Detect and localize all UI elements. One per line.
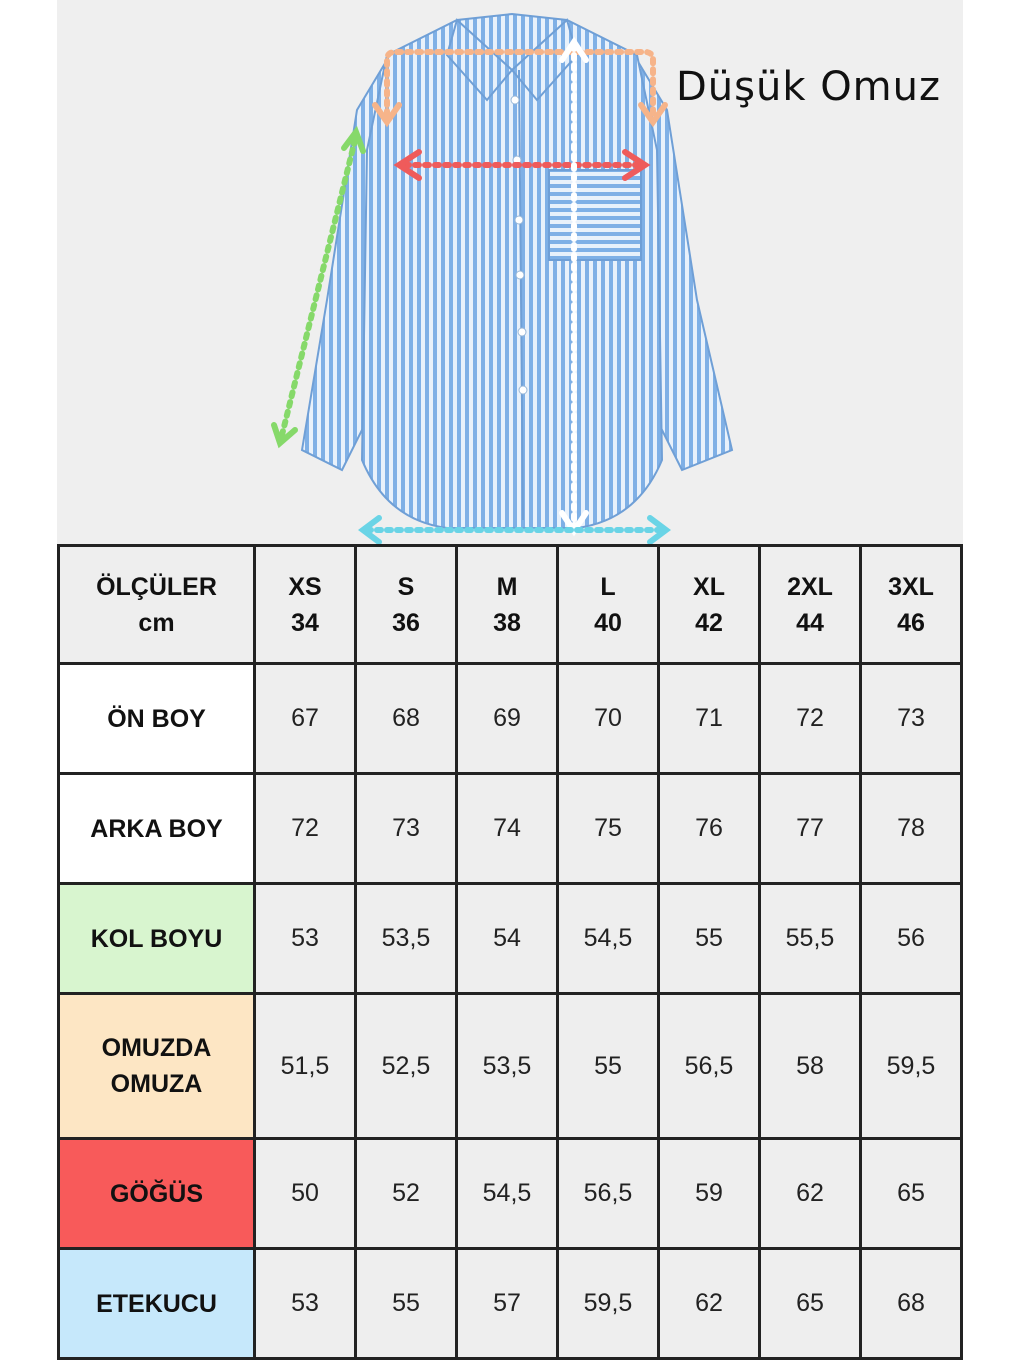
measurement-label: KOL BOYU <box>90 924 223 953</box>
measurement-label: ETEKUCU <box>96 1289 217 1318</box>
shoulder-style-caption: Düşük Omuz <box>675 64 941 110</box>
shirt-pocket <box>549 170 641 260</box>
measurement-value: 52,5 <box>356 994 457 1139</box>
measurement-value: 59 <box>659 1139 760 1249</box>
measurement-row <box>59 1249 962 1359</box>
measurement-value: 73 <box>861 664 962 774</box>
size-header-cell <box>861 546 962 664</box>
measurement-value: 70 <box>558 664 659 774</box>
measurement-value: 62 <box>659 1249 760 1359</box>
measurement-value: 57 <box>457 1249 558 1359</box>
measurement-value: 59,5 <box>558 1249 659 1359</box>
size-name: M <box>496 572 518 601</box>
measurement-value: 53 <box>255 1249 356 1359</box>
size-number: 46 <box>897 608 925 637</box>
measurement-value: 69 <box>457 664 558 774</box>
measurement-value: 53 <box>255 884 356 994</box>
size-number: 42 <box>695 608 723 637</box>
measurement-value: 54,5 <box>558 884 659 994</box>
measurement-value: 71 <box>659 664 760 774</box>
measurement-row <box>59 994 962 1139</box>
header-label: ÖLÇÜLER <box>96 572 217 601</box>
measurement-value: 53,5 <box>356 884 457 994</box>
measurement-value: 55 <box>356 1249 457 1359</box>
header-unit: cm <box>138 608 175 637</box>
measurement-value: 78 <box>861 774 962 884</box>
measurement-value: 50 <box>255 1139 356 1249</box>
measurement-value: 74 <box>457 774 558 884</box>
size-header-cell <box>558 546 659 664</box>
measurement-value: 76 <box>659 774 760 884</box>
measurement-value: 54 <box>457 884 558 994</box>
measurement-value: 62 <box>760 1139 861 1249</box>
size-name: L <box>600 572 616 601</box>
measurement-label: OMUZDA <box>101 1034 212 1062</box>
product-image-area <box>57 0 963 545</box>
shirt-body <box>362 14 662 528</box>
measurement-value: 56,5 <box>558 1139 659 1249</box>
measurement-value: 55,5 <box>760 884 861 994</box>
size-number: 38 <box>493 608 521 637</box>
measurement-value: 72 <box>760 664 861 774</box>
measurement-label: GÖĞÜS <box>109 1179 204 1208</box>
measurement-value: 73 <box>356 774 457 884</box>
measurement-value: 77 <box>760 774 861 884</box>
header-label-cell <box>59 546 255 664</box>
measurement-value: 68 <box>861 1249 962 1359</box>
measurement-row <box>59 664 962 774</box>
measurement-label-cell <box>59 1249 255 1359</box>
measurement-label-line2: OMUZA <box>110 1070 203 1098</box>
measurement-label-cell <box>59 664 255 774</box>
size-name: S <box>397 572 415 601</box>
size-name: XS <box>288 572 322 601</box>
measurement-value: 59,5 <box>861 994 962 1139</box>
size-name: 3XL <box>888 572 934 601</box>
size-header-cell <box>255 546 356 664</box>
size-header-row <box>59 546 962 664</box>
measurement-row <box>59 884 962 994</box>
measurement-value: 54,5 <box>457 1139 558 1249</box>
measurement-value: 65 <box>861 1139 962 1249</box>
measurement-value: 67 <box>255 664 356 774</box>
measurement-row <box>59 1139 962 1249</box>
size-chart-table <box>57 544 963 1360</box>
size-number: 34 <box>291 608 319 637</box>
measurement-value: 58 <box>760 994 861 1139</box>
measurement-value: 65 <box>760 1249 861 1359</box>
measurement-value: 56 <box>861 884 962 994</box>
measurement-value: 55 <box>659 884 760 994</box>
measurement-value: 68 <box>356 664 457 774</box>
size-header-cell <box>457 546 558 664</box>
measurement-label: ARKA BOY <box>90 814 223 843</box>
size-number: 44 <box>796 608 824 637</box>
measurement-row <box>59 774 962 884</box>
size-header-cell <box>659 546 760 664</box>
measurement-label-cell <box>59 774 255 884</box>
measurement-value: 72 <box>255 774 356 884</box>
measurement-value: 52 <box>356 1139 457 1249</box>
size-header-cell <box>356 546 457 664</box>
measurement-label-cell <box>59 884 255 994</box>
measurement-label-cell <box>59 994 255 1139</box>
measurement-label: ÖN BOY <box>107 704 206 733</box>
measurement-value: 56,5 <box>659 994 760 1139</box>
size-header-cell <box>760 546 861 664</box>
size-number: 40 <box>594 608 622 637</box>
size-name: 2XL <box>787 572 833 601</box>
size-number: 36 <box>392 608 420 637</box>
measurement-value: 75 <box>558 774 659 884</box>
size-name: XL <box>693 572 725 601</box>
measurement-label-cell <box>59 1139 255 1249</box>
measurement-value: 51,5 <box>255 994 356 1139</box>
measurement-value: 53,5 <box>457 994 558 1139</box>
measurement-value: 55 <box>558 994 659 1139</box>
